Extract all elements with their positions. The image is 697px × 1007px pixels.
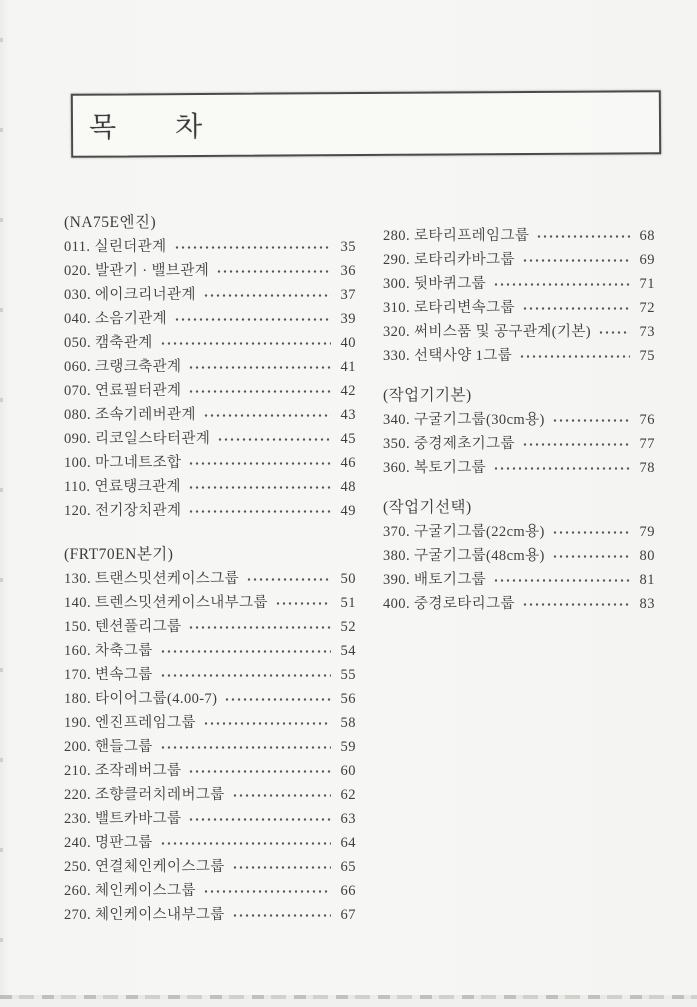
toc-item (64, 503, 356, 520)
toc-item-label: 320. 써비스품 및 공구관계(기본) (383, 324, 591, 340)
toc-item (64, 907, 356, 924)
toc-item-label: 170. 변속그룹 (64, 667, 153, 683)
dot-leader (203, 291, 331, 300)
dot-leader (493, 280, 630, 289)
toc-item-page: 65 (340, 859, 356, 875)
toc-item-page: 43 (340, 407, 356, 423)
dot-leader (160, 839, 331, 848)
dot-leader (188, 623, 331, 632)
toc-item-page: 78 (639, 460, 655, 476)
toc-item-label: 250. 연결체인케이스그룹 (64, 859, 225, 875)
toc-item-label: 070. 연료필터관계 (64, 383, 182, 399)
toc-item (64, 691, 356, 708)
toc-item-page: 49 (340, 503, 356, 519)
dot-leader (188, 815, 331, 824)
toc-item-label: 040. 소음기관계 (64, 311, 168, 327)
dot-leader (188, 363, 331, 372)
toc-item-label: 360. 복토기그룹 (383, 460, 487, 476)
toc-item-page: 55 (340, 667, 356, 683)
toc-item-label: 270. 체인케이스내부그룹 (64, 907, 225, 923)
toc-item (383, 228, 655, 245)
toc-item (383, 324, 655, 341)
section-header: (작업기기본) (383, 387, 472, 404)
toc-item-page: 41 (340, 359, 356, 375)
section-header: (NA75E엔진) (64, 214, 157, 231)
dot-leader (232, 911, 331, 920)
section-header: (FRT70EN본기) (64, 546, 174, 563)
toc-item-page: 36 (340, 263, 356, 279)
toc-item-label: 380. 구굴기그룹(48cm용) (383, 548, 545, 564)
toc-item-label: 011. 실린더관계 (64, 239, 167, 255)
dot-leader (224, 695, 331, 704)
toc-item-page: 54 (340, 643, 356, 659)
dot-leader (160, 671, 331, 680)
toc-item (64, 763, 356, 780)
dot-leader (522, 600, 630, 609)
toc-item-label: 150. 텐션풀리그룹 (64, 619, 182, 635)
toc-section (383, 387, 655, 477)
toc-item-page: 62 (340, 787, 356, 803)
toc-item-label: 370. 구굴기그룹(22cm용) (383, 524, 545, 540)
dot-leader (160, 339, 331, 348)
toc-item-label: 190. 엔진프레임그룹 (64, 715, 196, 731)
dot-leader (552, 416, 630, 425)
toc-item-page: 39 (340, 311, 356, 327)
toc-item-page: 48 (340, 479, 356, 495)
dot-leader (188, 387, 331, 396)
toc-item (64, 739, 356, 756)
toc-item (64, 455, 356, 472)
dot-leader (188, 459, 331, 468)
dot-leader (246, 575, 331, 584)
toc-item (64, 431, 356, 448)
toc-item-page: 51 (340, 595, 356, 611)
toc-item (383, 348, 655, 365)
toc-item (64, 407, 356, 424)
toc-item-page: 73 (639, 324, 655, 340)
toc-item (383, 252, 655, 269)
toc-item-page: 42 (340, 383, 356, 399)
dot-leader (522, 256, 630, 265)
toc-item (64, 883, 356, 900)
toc-item (64, 335, 356, 352)
dot-leader (203, 719, 331, 728)
dot-leader (522, 440, 630, 449)
toc-item (64, 595, 356, 612)
dot-leader (217, 435, 331, 444)
toc-item-label: 120. 전기장치관계 (64, 503, 182, 519)
dot-leader (275, 599, 331, 608)
toc-item (383, 548, 655, 565)
toc-item-label: 080. 조속기레버관계 (64, 407, 196, 423)
toc-item-page: 75 (639, 348, 655, 364)
toc-item-label: 110. 연료탱크관계 (64, 479, 181, 495)
toc-item (64, 287, 356, 304)
dot-leader (552, 528, 630, 537)
toc-item-label: 340. 구굴기그룹(30cm용) (383, 412, 545, 428)
toc-item-label: 220. 조향클러치레버그룹 (64, 787, 225, 803)
toc-item-label: 180. 타이어그룹(4.00-7) (64, 691, 218, 707)
toc-item-label: 130. 트랜스밋션케이스그룹 (64, 571, 240, 587)
toc-item-label: 100. 마그네트조합 (64, 455, 182, 471)
dot-leader (188, 483, 331, 492)
toc-item-label: 330. 선택사양 1그룹 (383, 348, 513, 364)
scan-artifact-bottom-margin (0, 999, 697, 1007)
toc-item-label: 020. 발관기 · 밸브관계 (64, 263, 210, 279)
toc-item (383, 276, 655, 293)
toc-item-page: 59 (340, 739, 356, 755)
dot-leader (174, 243, 332, 252)
dot-leader (232, 791, 331, 800)
toc-item (64, 715, 356, 732)
toc-item-label: 090. 리코일스타터관계 (64, 431, 211, 447)
toc-item-label: 050. 캠축관계 (64, 335, 153, 351)
toc-item-page: 77 (639, 436, 655, 452)
scan-artifact-left-edge (0, 0, 3, 1007)
toc-item-page: 45 (340, 431, 356, 447)
toc-section (64, 214, 356, 520)
toc-item-page: 35 (340, 239, 356, 255)
toc-item-page: 52 (340, 619, 356, 635)
toc-section (383, 499, 655, 613)
toc-item-page: 80 (639, 548, 655, 564)
toc-item-page: 69 (639, 252, 655, 268)
toc-column-left (64, 214, 356, 931)
toc-section (64, 546, 356, 924)
toc-item (383, 596, 655, 613)
dot-leader (160, 647, 331, 656)
toc-item-page: 46 (340, 455, 356, 471)
toc-item-label: 290. 로타리카바그룹 (383, 252, 515, 268)
toc-item-page: 71 (639, 276, 655, 292)
dot-leader (174, 315, 331, 324)
toc-item (64, 859, 356, 876)
toc-item-label: 210. 조작레버그룹 (64, 763, 182, 779)
dot-leader (216, 267, 331, 276)
toc-item (64, 239, 356, 256)
dot-leader (536, 232, 630, 241)
toc-item-page: 81 (639, 572, 655, 588)
dot-leader (232, 863, 331, 872)
toc-item (383, 524, 655, 541)
toc-item-page: 63 (340, 811, 356, 827)
toc-item (64, 643, 356, 660)
toc-item-label: 060. 크랭크축관계 (64, 359, 182, 375)
toc-item (64, 479, 356, 496)
dot-leader (493, 464, 630, 473)
toc-item-page: 76 (639, 412, 655, 428)
toc-item-page: 68 (639, 228, 655, 244)
toc-item-label: 240. 명판그룹 (64, 835, 153, 851)
toc-item (64, 311, 356, 328)
dot-leader (160, 743, 331, 752)
toc-item-page: 64 (340, 835, 356, 851)
dot-leader (188, 767, 331, 776)
toc-section (383, 228, 655, 365)
toc-item-label: 200. 핸들그룹 (64, 739, 153, 755)
dot-leader (493, 576, 630, 585)
toc-item (64, 359, 356, 376)
toc-item-page: 56 (340, 691, 356, 707)
toc-item-label: 400. 중경로타리그룹 (383, 596, 515, 612)
toc-item-label: 300. 뒷바퀴그룹 (383, 276, 487, 292)
dot-leader (203, 887, 331, 896)
toc-column-right (383, 228, 655, 620)
toc-item (64, 263, 356, 280)
toc-item-label: 350. 중경제초기그룹 (383, 436, 515, 452)
toc-item-label: 160. 차축그룹 (64, 643, 153, 659)
dot-leader (519, 352, 630, 361)
toc-item-label: 030. 에이크리너관계 (64, 287, 196, 303)
toc-item-label: 260. 체인케이스그룹 (64, 883, 196, 899)
toc-item (383, 572, 655, 589)
toc-item (383, 412, 655, 429)
toc-item (64, 571, 356, 588)
section-header: (작업기선택) (383, 499, 472, 516)
dot-leader (188, 507, 331, 516)
toc-item-page: 40 (340, 335, 356, 351)
toc-item-page: 66 (340, 883, 356, 899)
toc-item-label: 280. 로타리프레임그룹 (383, 228, 530, 244)
page-title: 목 차 (88, 111, 204, 144)
title-box (71, 90, 661, 158)
toc-item (64, 811, 356, 828)
toc-item-page: 67 (340, 907, 356, 923)
toc-item (383, 436, 655, 453)
dot-leader (552, 552, 630, 561)
toc-item (64, 835, 356, 852)
toc-item-label: 230. 밸트카바그룹 (64, 811, 182, 827)
toc-item-label: 140. 트렌스밋션케이스내부그룹 (64, 595, 268, 611)
toc-item-page: 79 (639, 524, 655, 540)
toc-item-label: 310. 로타리변속그룹 (383, 300, 515, 316)
toc-item-page: 50 (340, 571, 356, 587)
toc-item (64, 667, 356, 684)
toc-item-page: 37 (340, 287, 356, 303)
toc-item (383, 300, 655, 317)
toc-item (64, 383, 356, 400)
toc-item (64, 787, 356, 804)
toc-item-page: 72 (639, 300, 655, 316)
dot-leader (598, 328, 630, 337)
dot-leader (203, 411, 331, 420)
dot-leader (522, 304, 630, 313)
toc-item-page: 83 (639, 596, 655, 612)
toc-item-label: 390. 배토기그룹 (383, 572, 487, 588)
toc-item (383, 460, 655, 477)
toc-item (64, 619, 356, 636)
toc-item-page: 58 (340, 715, 356, 731)
toc-item-page: 60 (340, 763, 356, 779)
